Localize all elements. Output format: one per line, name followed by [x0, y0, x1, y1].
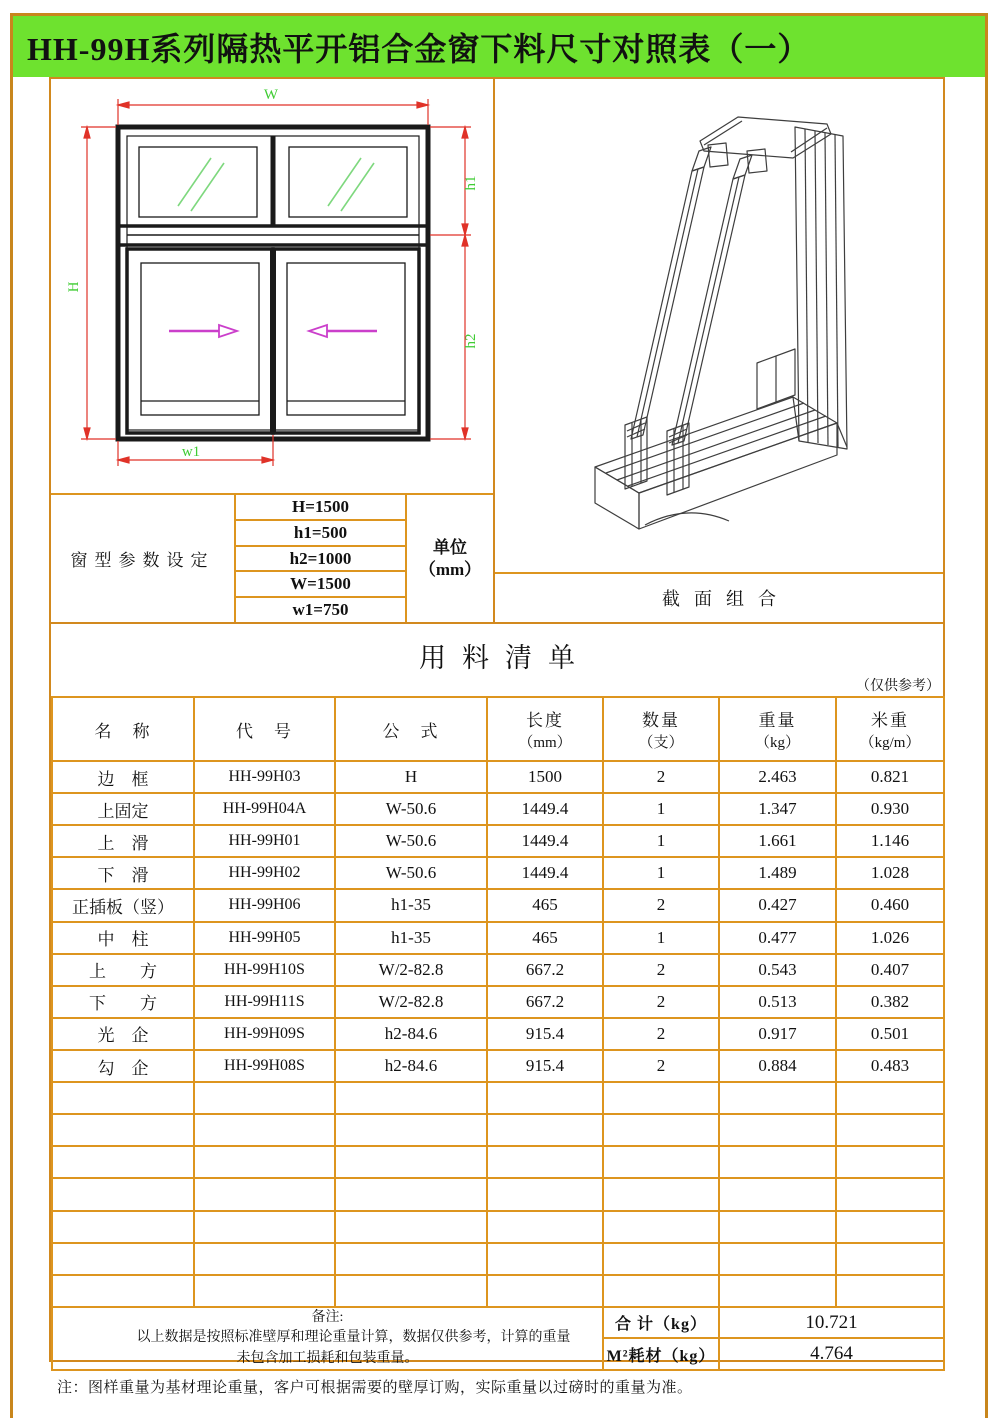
table-row: 上 滑 HH-99H01 W-50.6 1449.4 1 1.661 1.146 — [52, 825, 944, 857]
param-H: H=1500 — [235, 494, 406, 520]
param-W: W=1500 — [235, 571, 406, 597]
materials-table — [51, 696, 945, 1371]
dim-label-w1: w1 — [181, 444, 201, 460]
param-h2: h2=1000 — [235, 546, 406, 572]
dim-label-h: H — [66, 281, 82, 293]
param-h1: h1=500 — [235, 520, 406, 546]
title-bar — [13, 16, 985, 77]
col-quantity: 数量 （支） — [603, 697, 719, 761]
empty-row — [52, 1211, 944, 1243]
remark-cell — [52, 1307, 603, 1370]
dim-label-w: W — [263, 87, 279, 103]
dim-label-h1: h1 — [463, 175, 479, 191]
col-length: 长度 （mm） — [487, 697, 603, 761]
unit-value: （mm） — [418, 559, 482, 579]
empty-row — [52, 1114, 944, 1146]
unit-label: 单位 — [433, 538, 467, 558]
remark-line1: 以上数据是按照标准壁厚和理论重量计算，数据仅供参考，计算的重量 — [136, 1330, 571, 1346]
table-row: 勾 企 HH-99H08S h2-84.6 915.4 2 0.884 0.483 — [52, 1050, 944, 1082]
materials-title: 用料清单 — [419, 643, 591, 673]
table-row: 上固定 HH-99H04A W-50.6 1449.4 1 1.347 0.930 — [52, 793, 944, 825]
col-formula: 公 式 — [335, 697, 487, 761]
table-row: 中 柱 HH-99H05 h1-35 465 1 0.477 1.026 — [52, 922, 944, 954]
col-code: 代 号 — [194, 697, 335, 761]
remark-line2: 未包含加工损耗和包装重量。 — [236, 1350, 419, 1366]
empty-row — [52, 1146, 944, 1178]
empty-row — [52, 1178, 944, 1210]
unit-cell — [406, 494, 493, 622]
empty-row — [52, 1243, 944, 1275]
sqm-consumption-value: 4.764 — [719, 1338, 944, 1369]
remark-label: 备注: — [311, 1310, 344, 1325]
param-w1: w1=750 — [235, 597, 406, 622]
glass-hatch — [178, 158, 374, 211]
bottom-note: 注：图样重量为基材理论重量，客户可根据需要的壁厚订购，实际重量以过磅时的重量为准。 — [57, 1380, 693, 1396]
window-elevation-drawing — [51, 79, 493, 493]
table-row: 光 企 HH-99H09S h2-84.6 915.4 2 0.917 0.501 — [52, 1018, 944, 1050]
materials-tbody — [52, 761, 944, 1307]
total-label: 合 计（kg） — [603, 1307, 719, 1338]
col-weight: 重量 （kg） — [719, 697, 836, 761]
materials-section — [51, 622, 943, 1364]
col-meter-weight: 米重 （kg/m） — [836, 697, 944, 761]
materials-footer — [52, 1307, 944, 1370]
content-box — [49, 77, 945, 1366]
col-name: 名 称 — [52, 697, 194, 761]
param-set-label: 窗型参数设定 — [51, 494, 235, 622]
table-row: 下 方 HH-99H11S W/2-82.8 667.2 2 0.513 0.382 — [52, 986, 944, 1018]
table-row: 正插板（竖） HH-99H06 h1-35 465 2 0.427 0.460 — [52, 889, 944, 921]
section-caption: 截面组合 — [495, 572, 943, 622]
param-table — [51, 493, 493, 622]
reference-note: （仅供参考） — [856, 679, 940, 694]
materials-header — [52, 697, 944, 761]
total-value: 10.721 — [719, 1307, 944, 1338]
table-row: 边 框 HH-99H03 H 1500 2 2.463 0.821 — [52, 761, 944, 793]
empty-row — [52, 1275, 944, 1307]
page-title: HH-99H系列隔热平开铝合金窗下料尺寸对照表（一） — [27, 30, 811, 67]
section-panel — [495, 79, 943, 622]
table-row: 上 方 HH-99H10S W/2-82.8 667.2 2 0.543 0.407 — [52, 954, 944, 986]
sqm-consumption-label: M²耗材（kg） — [603, 1338, 719, 1369]
empty-row — [52, 1082, 944, 1114]
dim-label-h2: h2 — [463, 333, 479, 349]
section-assembly-drawing — [495, 79, 943, 570]
table-row: 下 滑 HH-99H02 W-50.6 1449.4 1 1.489 1.028 — [52, 857, 944, 889]
window-diagram-panel — [51, 79, 495, 622]
